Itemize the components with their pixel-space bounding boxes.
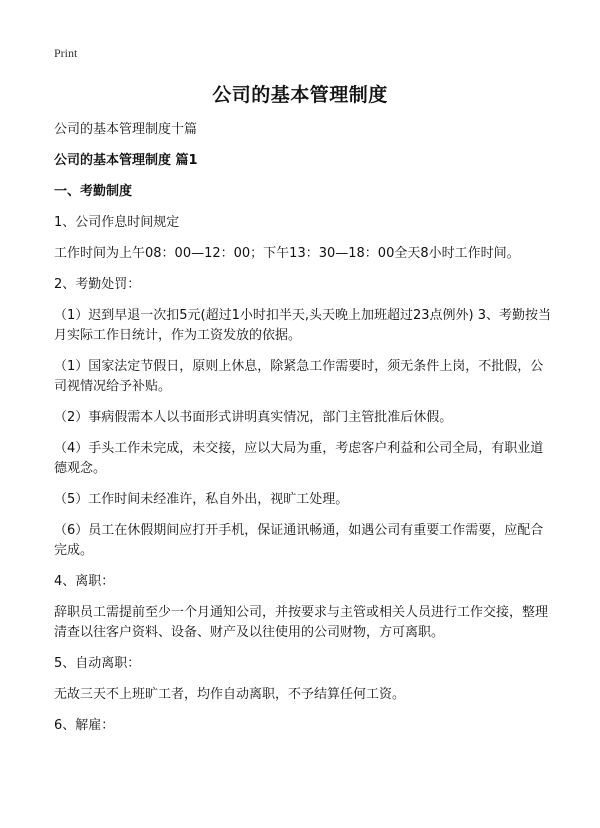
paragraph: （6）员工在休假期间应打开手机，保证通讯畅通，如遇公司有重要工作需要，应配合完成。 [54, 523, 544, 558]
paragraph: 4、离职： [54, 574, 115, 589]
paragraph: （2）事病假需本人以书面形式讲明真实情况，部门主管批准后休假。 [54, 410, 453, 425]
subsection-heading: 一、考勤制度 [54, 184, 133, 199]
paragraph: 1、公司作息时间规定 [54, 215, 180, 230]
paragraph: （4）手头工作未完成，未交接，应以大局为重，考虑客户利益和公司全局，有职业道德观念。 [54, 441, 544, 476]
paragraph: （1）国家法定节假日，原则上休息，除紧急工作需要时，须无条件上岗，不批假，公司视情况给予补贴。 [54, 359, 544, 394]
paragraph: （5）工作时间未经准许，私自外出，视旷工处理。 [54, 492, 349, 507]
page-title: 公司的基本管理制度 [212, 84, 388, 106]
paragraph: 辞职员工需提前至少一个月通知公司，并按要求与主管或相关人员进行工作交接，整理清查以往客户资料、设备、财产及以往使用的公司财物，方可离职。 [54, 605, 549, 640]
paragraph: 无故三天不上班旷工者，均作自动离职，不予结算任何工资。 [54, 687, 406, 702]
paragraph: 5、自动离职： [54, 656, 141, 671]
print-label: Print [54, 46, 78, 60]
paragraph: 工作时间为上午08：00—12：00；下午13：30—18：00全天8小时工作时间。 [54, 246, 520, 261]
paragraph: 2、考勤处罚： [54, 277, 141, 292]
paragraph: 6、解雇： [54, 718, 115, 733]
document-body [54, 120, 554, 747]
paragraph: （1）迟到早退一次扣5元(超过1小时扣半天,头天晚上加班超过23点例外) 3、考勤按当月实际工作日统计，作为工资发放的依据。 [54, 308, 552, 343]
section-heading: 公司的基本管理制度 篇1 [54, 153, 198, 168]
paragraph-subtitle: 公司的基本管理制度十篇 [54, 122, 198, 137]
